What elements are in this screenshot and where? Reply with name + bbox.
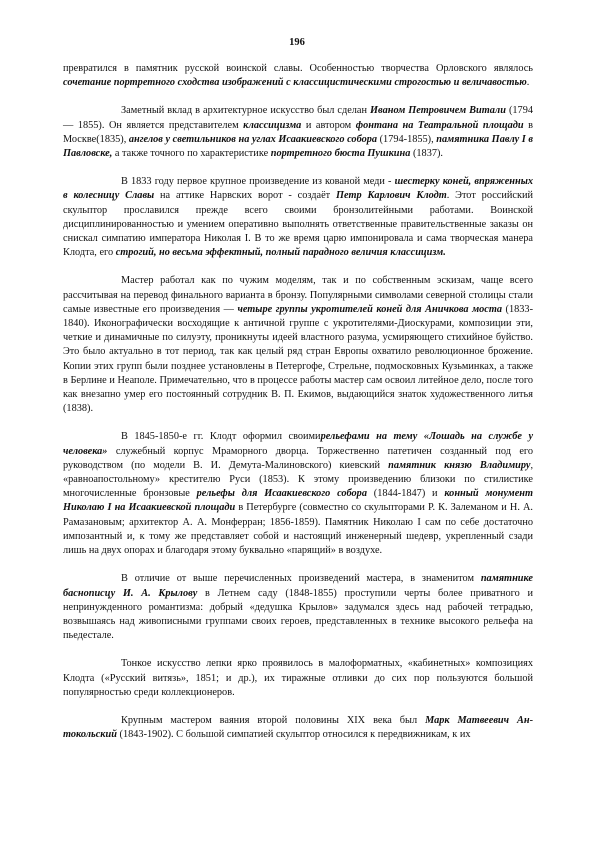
emphasized-text: сочетание портретного сходства изображений с классицистическими строгостью и величавостью (63, 77, 527, 89)
paragraph-text: превратился в памятник русской воинской славы. Особенностью творчества Орловского являлось (63, 63, 533, 74)
paragraph (63, 657, 533, 700)
emphasized-text: четыре группы укротителей коней для Аничкова моста (237, 303, 502, 315)
page-body (63, 62, 533, 756)
paragraph-text: (1794-1855), (377, 133, 437, 145)
paragraph-text: В 1833 году первое крупное произведение из кованой меди - (121, 176, 395, 188)
paragraph-text: служебный корпус Мраморного дворца. Торжественно патетичен созданный под его руководством (по модели В. И. Демута-Малиновского) киевский (63, 445, 533, 471)
emphasized-text: памятник князю Владимиру (388, 459, 531, 471)
paragraph-text: а также точного по характеристике (112, 148, 271, 160)
paragraph-text: Мастер работал как по чужим моделям, так и по собственным эскизам, чаще всего рассчитывая на перевод финального варианта в бронзу. Популярными символами северной столицы стали самые известные его произведения — (63, 275, 533, 315)
paragraph (63, 430, 533, 558)
paragraph-text: (1843-1902). С большой симпатией скульптор относился к передвижникам, к их (116, 729, 471, 741)
emphasized-text: классицизма (243, 119, 302, 131)
paragraph-text: и автором (301, 119, 356, 131)
emphasized-text: Марк Матвеевич Ан-токольский (63, 714, 534, 741)
emphasized-text: рельефы для Исаакиевского собора (196, 488, 367, 500)
paragraph-text: в Москве(1835), (63, 119, 533, 145)
emphasized-text: шестерку коней, впряженных в колесницу Славы (63, 176, 533, 202)
paragraph-text: В отличие от выше перечисленных произведений мастера, в знаменитом (121, 573, 481, 585)
paragraph-text: на аттике Нарвских ворот - создаёт (154, 190, 336, 202)
paragraph-text: (1837). (410, 148, 443, 160)
emphasized-text: Иваном Петровичем Витали (370, 105, 506, 117)
paragraph-text: . Этот российский скульптор прославился прежде всего своими бронзолитейными работами. Воинской дисциплинированностью и умением оперативно выполнять ответственные правительственные заказы он снискал симпатию императора Николая I. В то же время царю импонировала и сама творческая манера Клодта, его (63, 190, 533, 259)
emphasized-text: рельефами на тему «Лошадь на службе у человека» (63, 431, 534, 457)
paragraph (63, 572, 533, 643)
emphasized-text: портретного бюста Пушкина (270, 148, 411, 160)
emphasized-text: конный монумент Николаю I на Исаакиевской площади (63, 488, 533, 514)
paragraph-text: , «равноапостольному» крестителю Руси (1853). К этому произведению близоки по стилистике многочисленные бронзовые (63, 459, 534, 500)
paragraph-text: Тонкое искусство лепки ярко проявилось в малоформатных, «кабинетных» композициях Клодта («Русский витязь», 1851; и др.), их тиражные отливки до сих пор пользуются большой популярностью среди коллекционеров. (63, 658, 533, 698)
paragraph (63, 62, 533, 90)
emphasized-text: памятнике баснописцу И. А. Крылову (63, 573, 533, 599)
paragraph-text: . (526, 77, 530, 89)
paragraph (63, 104, 533, 161)
emphasized-text: фонтана на Театральной площади (355, 119, 524, 131)
paragraph-text: (1833-1840). Иконографически восходящие к античной группе с укротителями-Диоскурами, композиции эти, четкие и динамичные по силуэту, проникнуты идеей властного разума, усмиряющего стихийное буйство. Это было актуально в тот период, так как целый ряд стран Европы охватило революционное брожение. Копии этих групп были позднее установлены в Петергофе, Стрельне, подмосковных Кузьминках, а также в Берлине и Неаполе. Примечательно, что в процессе работы мастер сам освоил литейное дело, после того как внезапно умер его постоянный сотрудник В. П. Екимов, выдающийся знаток художественного литья (1838). (63, 303, 533, 415)
emphasized-text: ангелов у светильников на углах Исаакиевского собора (128, 133, 378, 145)
paragraph-text: в Петербурге (совместно со скульпторами Р. К. Залеманом и Н. А. Рамазановым; архитектор А. А. Монферран; 1856-1859). Памятник Николаю I сам по себе достаточно импозантный и, к тому же представляет собой и настоящий инженерный шедевр, укрепленный сзади лишь на двух опорах и благодаря этому буквально «парящий» в воздухе. (63, 502, 533, 557)
emphasized-text: строгий, но весьма эффектный, полный парадного величия классицизм. (115, 247, 446, 259)
paragraph (63, 714, 533, 742)
emphasized-text: памятника Павлу I в Павловске, (63, 133, 533, 160)
page-number: 196 (289, 37, 305, 48)
paragraph-text: (1794 — 1855). Он является представителем (63, 105, 533, 131)
paragraph-text: В 1845-1850-е гг. Клодт оформил своими (121, 431, 321, 443)
paragraph-text: Заметный вклад в архитектурное искусство был сделан (121, 105, 371, 117)
paragraph (63, 274, 533, 416)
paragraph (63, 175, 533, 260)
paragraph-text: в Летнем саду (1848-1855) проступили черты более приватного и непринужденного романтизма: добрый «дедушка Крылов» задумался здесь над рабочей тетрадью, возвышаясь над живописными группами своих героев, представленных в технике высокого рельефа на пьедестале. (63, 587, 534, 642)
paragraph-text: (1844-1847) и (366, 488, 445, 500)
paragraph-text: Крупным мастером ваяния второй половины XIX века был (121, 714, 426, 726)
emphasized-text: Петр Карлович Клодт (336, 190, 447, 202)
